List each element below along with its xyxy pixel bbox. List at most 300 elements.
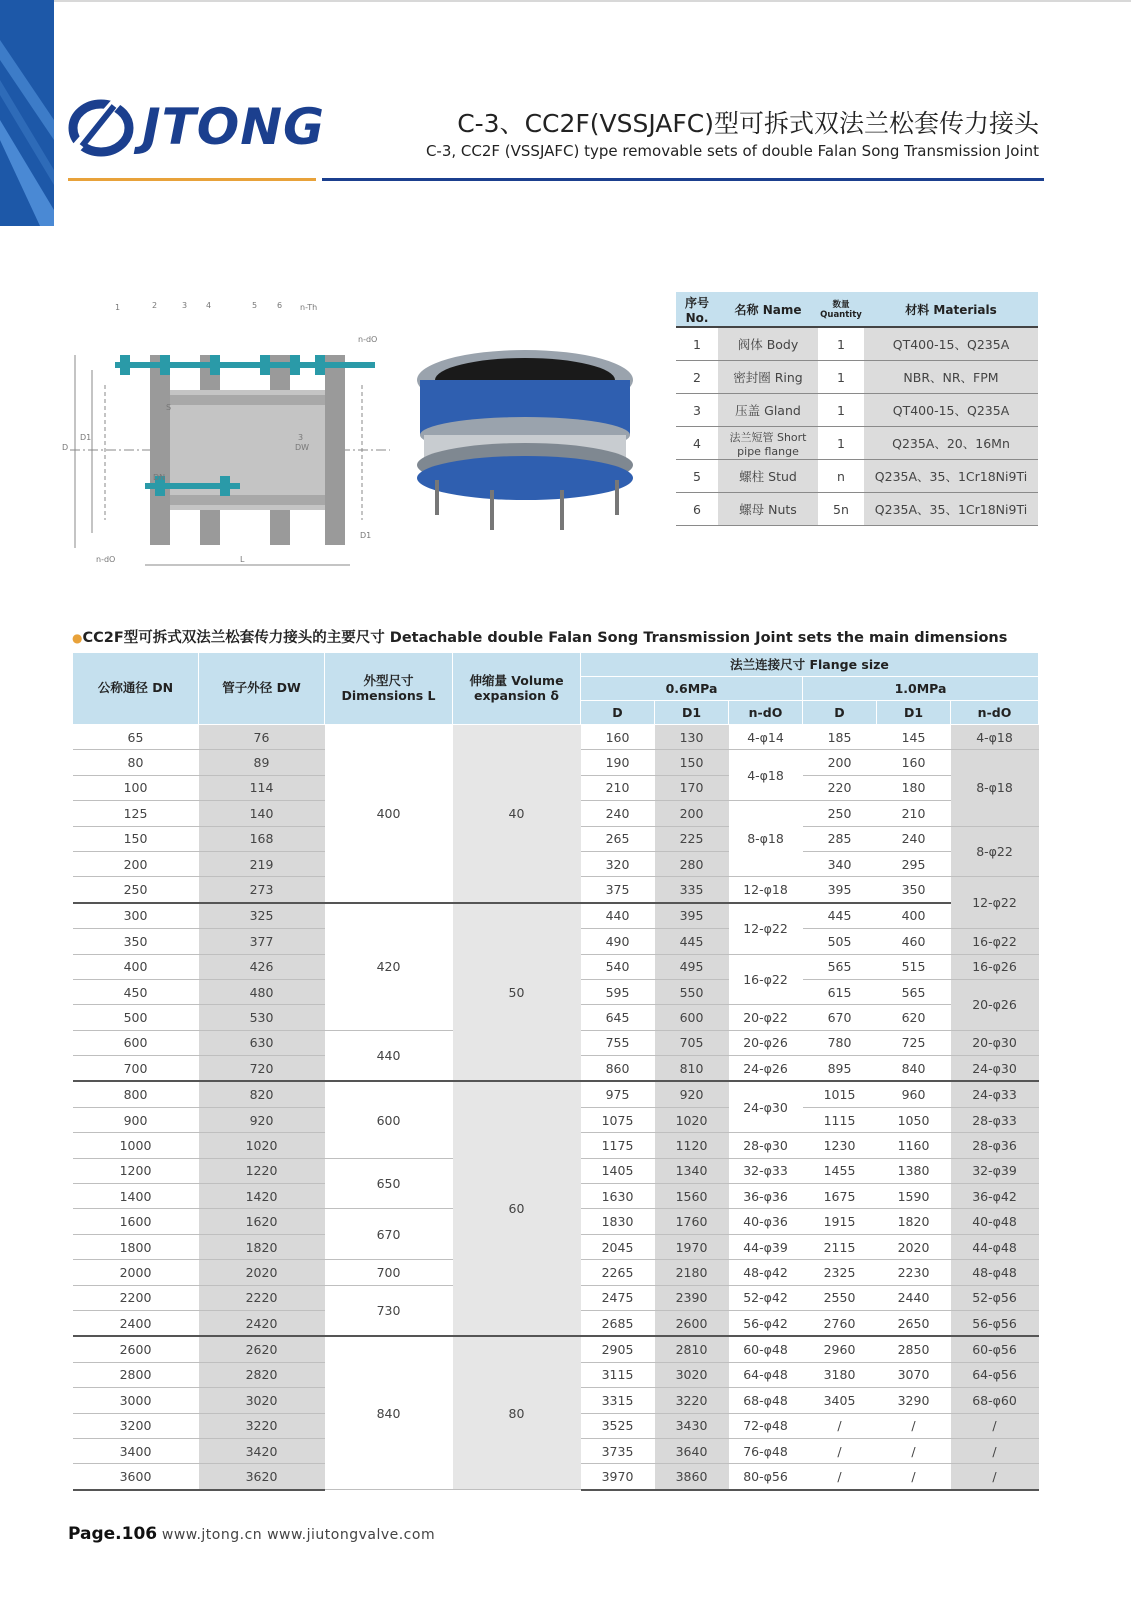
cell-p10-d1: 145 — [877, 725, 951, 750]
cell-p10-d: 1230 — [803, 1133, 877, 1158]
dim-label-dw: DW — [295, 443, 310, 452]
cell-p06-ndo: 32-φ33 — [729, 1158, 803, 1183]
cell-p10-d1: 1380 — [877, 1158, 951, 1183]
cell-p06-d: 3315 — [581, 1388, 655, 1413]
cell-p10-d1: 160 — [877, 750, 951, 775]
cell-p06-d1: 1760 — [655, 1209, 729, 1234]
cell-p10-d: 3180 — [803, 1362, 877, 1387]
cell-p06-d: 595 — [581, 979, 655, 1004]
cell-p06-ndo: 20-φ22 — [729, 1005, 803, 1030]
materials-row — [676, 427, 1038, 460]
materials-cell-no: 1 — [676, 327, 718, 361]
cell-p06-d: 860 — [581, 1056, 655, 1082]
cell-p06-ndo: 12-φ18 — [729, 877, 803, 903]
cell-dn: 2600 — [73, 1336, 199, 1362]
materials-cell-mat: QT400-15、Q235A — [864, 327, 1038, 361]
callout-1: 1 — [115, 303, 121, 312]
bullet-icon: ● — [72, 631, 83, 645]
cell-p10-d1: 515 — [877, 954, 951, 979]
cell-p06-ndo: 72-φ48 — [729, 1413, 803, 1438]
cell-p06-d: 375 — [581, 877, 655, 903]
cell-p10-d: / — [803, 1464, 877, 1490]
cell-expansion: 40 — [453, 725, 581, 903]
col-header-dw: 管子外径 DW — [199, 653, 325, 725]
cell-dn: 65 — [73, 725, 199, 750]
cell-p10-ndo: 4-φ18 — [951, 725, 1039, 750]
col-header-p10-d: D — [803, 701, 877, 725]
dim-label-s: S — [166, 403, 172, 412]
cell-dw: 1620 — [199, 1209, 325, 1234]
cell-p10-d: 395 — [803, 877, 877, 903]
cell-dn: 1800 — [73, 1234, 199, 1259]
cell-dn: 3600 — [73, 1464, 199, 1490]
cell-p10-ndo: 8-φ18 — [951, 750, 1039, 826]
cell-p06-ndo: 16-φ22 — [729, 954, 803, 1005]
cell-p06-d: 1175 — [581, 1133, 655, 1158]
cell-p06-d: 190 — [581, 750, 655, 775]
cell-p06-d1: 2180 — [655, 1260, 729, 1285]
cell-dn: 400 — [73, 954, 199, 979]
cell-p06-d1: 550 — [655, 979, 729, 1004]
cell-p06-d1: 335 — [655, 877, 729, 903]
cell-p10-ndo: 20-φ30 — [951, 1030, 1039, 1055]
col-header-materials: 材料 Materials — [864, 292, 1038, 327]
cell-p10-ndo: 48-φ48 — [951, 1260, 1039, 1285]
cell-p06-d: 2905 — [581, 1336, 655, 1362]
cell-p06-ndo: 64-φ48 — [729, 1362, 803, 1387]
dims-header-row-1 — [73, 653, 1039, 677]
cell-p06-d1: 2600 — [655, 1310, 729, 1336]
cell-dw: 3020 — [199, 1388, 325, 1413]
cell-p06-d1: 1120 — [655, 1133, 729, 1158]
cell-p06-d: 440 — [581, 903, 655, 929]
cell-p10-d: 1015 — [803, 1081, 877, 1107]
cell-p06-d: 1630 — [581, 1184, 655, 1209]
cell-p10-d: 895 — [803, 1056, 877, 1082]
cell-l: 600 — [325, 1081, 453, 1158]
brand-logo — [68, 92, 325, 162]
table-row — [73, 725, 1039, 750]
cell-dw: 720 — [199, 1056, 325, 1082]
col-header-l: 外型尺寸 Dimensions L — [325, 653, 453, 725]
cell-p10-ndo: 32-φ39 — [951, 1158, 1039, 1183]
cell-l: 420 — [325, 903, 453, 1030]
cell-p10-d1: 725 — [877, 1030, 951, 1055]
cell-p06-d1: 3220 — [655, 1388, 729, 1413]
cell-p06-d1: 130 — [655, 725, 729, 750]
cell-p10-ndo: 20-φ26 — [951, 979, 1039, 1030]
cell-p10-d1: 840 — [877, 1056, 951, 1082]
materials-cell-mat: Q235A、35、1Cr18Ni9Ti — [864, 460, 1038, 493]
col-header-p10: 1.0MPa — [803, 677, 1039, 701]
cell-p10-d: 2325 — [803, 1260, 877, 1285]
cell-p06-ndo: 68-φ48 — [729, 1388, 803, 1413]
cell-p06-d: 3115 — [581, 1362, 655, 1387]
materials-header-row — [676, 292, 1038, 327]
cell-p06-ndo: 24-φ26 — [729, 1056, 803, 1082]
materials-cell-name: 密封圈 Ring — [718, 361, 818, 394]
cell-p06-d: 3525 — [581, 1413, 655, 1438]
cell-p06-d: 2685 — [581, 1310, 655, 1336]
cell-p10-d1: 2230 — [877, 1260, 951, 1285]
cell-p10-ndo: 68-φ60 — [951, 1388, 1039, 1413]
cell-p06-d: 210 — [581, 775, 655, 800]
dim-label-d1-flange: D1 — [360, 531, 372, 540]
col-header-p06-ndo: n-dO — [729, 701, 803, 725]
callout-5: 5 — [252, 301, 258, 310]
materials-cell-qty: 1 — [818, 361, 864, 394]
cell-p06-ndo: 8-φ18 — [729, 801, 803, 877]
cell-p06-d: 3970 — [581, 1464, 655, 1490]
cell-dw: 219 — [199, 851, 325, 876]
website-links[interactable]: www.jtong.cn www.jiutongvalve.com — [161, 1527, 436, 1543]
cell-dn: 450 — [73, 979, 199, 1004]
cell-p06-ndo: 12-φ22 — [729, 903, 803, 954]
cell-p06-ndo: 4-φ18 — [729, 750, 803, 801]
col-header-p10-ndo: n-dO — [951, 701, 1039, 725]
col-header-p06: 0.6MPa — [581, 677, 803, 701]
cell-p10-d: 1915 — [803, 1209, 877, 1234]
cell-p10-d: 1115 — [803, 1107, 877, 1132]
cell-p10-ndo: 28-φ36 — [951, 1133, 1039, 1158]
cell-expansion: 50 — [453, 903, 581, 1082]
cell-dw: 480 — [199, 979, 325, 1004]
cell-p06-d: 645 — [581, 1005, 655, 1030]
cell-p10-ndo: / — [951, 1413, 1039, 1438]
cell-p10-d1: 1820 — [877, 1209, 951, 1234]
col-header-p06-d1: D1 — [655, 701, 729, 725]
top-border — [54, 0, 1131, 2]
cell-p06-ndo: 44-φ39 — [729, 1234, 803, 1259]
materials-row — [676, 394, 1038, 427]
cell-dn: 80 — [73, 750, 199, 775]
cell-dw: 1220 — [199, 1158, 325, 1183]
cell-p06-d1: 150 — [655, 750, 729, 775]
cell-p10-d1: 3290 — [877, 1388, 951, 1413]
cell-p06-d1: 3430 — [655, 1413, 729, 1438]
cell-p06-ndo: 52-φ42 — [729, 1285, 803, 1310]
cell-p10-d1: 565 — [877, 979, 951, 1004]
materials-cell-mat: Q235A、35、1Cr18Ni9Ti — [864, 493, 1038, 526]
materials-table — [676, 292, 1038, 526]
cell-dw: 530 — [199, 1005, 325, 1030]
cell-p10-d1: 460 — [877, 929, 951, 954]
materials-row — [676, 493, 1038, 526]
cell-dw: 273 — [199, 877, 325, 903]
cell-dw: 114 — [199, 775, 325, 800]
cell-p10-ndo: 64-φ56 — [951, 1362, 1039, 1387]
cell-p06-d1: 1560 — [655, 1184, 729, 1209]
cell-dn: 2200 — [73, 1285, 199, 1310]
cell-p10-ndo: 36-φ42 — [951, 1184, 1039, 1209]
cell-p10-d1: 2440 — [877, 1285, 951, 1310]
materials-cell-name: 阀体 Body — [718, 327, 818, 361]
cell-dw: 2420 — [199, 1310, 325, 1336]
cell-expansion: 60 — [453, 1081, 581, 1336]
cell-dn: 800 — [73, 1081, 199, 1107]
cell-p06-d1: 1340 — [655, 1158, 729, 1183]
cell-p10-d1: 3070 — [877, 1362, 951, 1387]
cell-dw: 377 — [199, 929, 325, 954]
cell-p10-d1: 960 — [877, 1081, 951, 1107]
cell-dw: 630 — [199, 1030, 325, 1055]
product-photo — [410, 340, 650, 540]
cell-l: 440 — [325, 1030, 453, 1081]
cell-p10-d: / — [803, 1438, 877, 1463]
cell-dn: 1400 — [73, 1184, 199, 1209]
materials-body — [676, 327, 1038, 526]
cell-p10-d: 2760 — [803, 1310, 877, 1336]
page-number: Page.106 — [68, 1524, 158, 1544]
callout-n-do-bottom: n-dO — [96, 555, 116, 564]
cell-p10-d1: / — [877, 1438, 951, 1463]
cell-p10-ndo: 60-φ56 — [951, 1336, 1039, 1362]
cell-p10-d: 1675 — [803, 1184, 877, 1209]
cell-dn: 2400 — [73, 1310, 199, 1336]
cell-p06-d: 265 — [581, 826, 655, 851]
materials-cell-no: 4 — [676, 427, 718, 460]
cell-dn: 100 — [73, 775, 199, 800]
cell-p10-d: 200 — [803, 750, 877, 775]
callout-n-th: n-Th — [300, 303, 318, 312]
cell-p06-ndo: 28-φ30 — [729, 1133, 803, 1158]
cell-dn: 150 — [73, 826, 199, 851]
cell-p10-d: 565 — [803, 954, 877, 979]
cell-dn: 3400 — [73, 1438, 199, 1463]
dim-label-d: D — [62, 443, 69, 452]
cell-p10-d1: / — [877, 1413, 951, 1438]
cell-p10-ndo: 28-φ33 — [951, 1107, 1039, 1132]
cell-dw: 426 — [199, 954, 325, 979]
cell-p06-d1: 810 — [655, 1056, 729, 1082]
cell-p06-ndo: 4-φ14 — [729, 725, 803, 750]
cell-p10-d1: / — [877, 1464, 951, 1490]
cell-l: 730 — [325, 1285, 453, 1336]
cell-p06-d: 1075 — [581, 1107, 655, 1132]
cell-p06-ndo: 40-φ36 — [729, 1209, 803, 1234]
materials-cell-mat: QT400-15、Q235A — [864, 394, 1038, 427]
cell-p10-d: 1455 — [803, 1158, 877, 1183]
cell-expansion: 80 — [453, 1336, 581, 1489]
materials-cell-name: 法兰短管 Short pipe flange — [718, 427, 818, 460]
corner-decoration — [0, 0, 54, 226]
logo-underline — [68, 178, 316, 181]
cell-p10-d1: 1160 — [877, 1133, 951, 1158]
materials-cell-mat: Q235A、20、16Mn — [864, 427, 1038, 460]
cell-dn: 3200 — [73, 1413, 199, 1438]
cell-dn: 3000 — [73, 1388, 199, 1413]
cell-p06-d1: 225 — [655, 826, 729, 851]
section-title-text: CC2F型可拆式双法兰松套传力接头的主要尺寸 Detachable double Falan Song Transmission Joint sets the main dimensions — [82, 630, 1008, 646]
cell-p10-ndo: 24-φ33 — [951, 1081, 1039, 1107]
cell-p06-d1: 2390 — [655, 1285, 729, 1310]
cell-p10-ndo: 8-φ22 — [951, 826, 1039, 877]
cell-l: 700 — [325, 1260, 453, 1285]
cell-dw: 89 — [199, 750, 325, 775]
cell-p10-d1: 240 — [877, 826, 951, 851]
cell-p06-ndo: 60-φ48 — [729, 1336, 803, 1362]
cell-p10-d1: 210 — [877, 801, 951, 826]
col-header-p06-d: D — [581, 701, 655, 725]
cell-l: 650 — [325, 1158, 453, 1209]
cell-dw: 325 — [199, 903, 325, 929]
cell-dw: 2820 — [199, 1362, 325, 1387]
cell-p06-d1: 3020 — [655, 1362, 729, 1387]
cell-l: 840 — [325, 1336, 453, 1489]
cell-dw: 1020 — [199, 1133, 325, 1158]
cell-p06-d1: 495 — [655, 954, 729, 979]
cell-p10-d: 2550 — [803, 1285, 877, 1310]
cell-p10-d: 285 — [803, 826, 877, 851]
cell-p06-d: 2045 — [581, 1234, 655, 1259]
callout-3: 3 — [182, 301, 188, 310]
cell-p10-d: 220 — [803, 775, 877, 800]
page-title-cn: C-3、CC2F(VSSJAFC)型可拆式双法兰松套传力接头 — [457, 109, 1039, 138]
cell-p06-d1: 1970 — [655, 1234, 729, 1259]
cell-dw: 76 — [199, 725, 325, 750]
callout-6: 6 — [277, 301, 283, 310]
cell-p06-d: 160 — [581, 725, 655, 750]
cell-dn: 1000 — [73, 1133, 199, 1158]
cell-l: 400 — [325, 725, 453, 903]
cell-p06-d: 540 — [581, 954, 655, 979]
cell-p06-d1: 3640 — [655, 1438, 729, 1463]
cell-p06-d: 240 — [581, 801, 655, 826]
table-row — [73, 1336, 1039, 1362]
cell-p06-d: 755 — [581, 1030, 655, 1055]
cell-l: 670 — [325, 1209, 453, 1260]
col-header-no: 序号No. — [676, 292, 718, 327]
cell-p10-d: 185 — [803, 725, 877, 750]
col-header-p10-d1: D1 — [877, 701, 951, 725]
cell-p06-ndo: 36-φ36 — [729, 1184, 803, 1209]
cell-dn: 500 — [73, 1005, 199, 1030]
materials-cell-qty: 1 — [818, 427, 864, 460]
cell-p06-d1: 280 — [655, 851, 729, 876]
col-header-flange: 法兰连接尺寸 Flange size — [581, 653, 1039, 677]
cell-p06-d: 2265 — [581, 1260, 655, 1285]
cell-p10-d1: 180 — [877, 775, 951, 800]
cell-dw: 2220 — [199, 1285, 325, 1310]
cell-dw: 820 — [199, 1081, 325, 1107]
cell-p10-d: 780 — [803, 1030, 877, 1055]
cell-dw: 3220 — [199, 1413, 325, 1438]
col-header-dn: 公称通径 DN — [73, 653, 199, 725]
cell-p06-d1: 705 — [655, 1030, 729, 1055]
cell-dw: 3420 — [199, 1438, 325, 1463]
cell-p10-d1: 2650 — [877, 1310, 951, 1336]
materials-cell-no: 2 — [676, 361, 718, 394]
cell-p10-ndo: / — [951, 1464, 1039, 1490]
callout-4: 4 — [206, 301, 212, 310]
dim-label-3: 3 — [298, 433, 304, 442]
callout-2: 2 — [152, 301, 158, 310]
cell-p10-ndo: / — [951, 1438, 1039, 1463]
cell-dn: 700 — [73, 1056, 199, 1082]
materials-cell-mat: NBR、NR、FPM — [864, 361, 1038, 394]
cell-dw: 3620 — [199, 1464, 325, 1490]
cell-dn: 200 — [73, 851, 199, 876]
materials-cell-qty: n — [818, 460, 864, 493]
cell-dn: 350 — [73, 929, 199, 954]
cell-dw: 1820 — [199, 1234, 325, 1259]
cell-p10-d1: 1590 — [877, 1184, 951, 1209]
cell-p06-d1: 3860 — [655, 1464, 729, 1490]
cell-p06-d: 975 — [581, 1081, 655, 1107]
cell-p10-d1: 350 — [877, 877, 951, 903]
materials-cell-no: 6 — [676, 493, 718, 526]
cell-p10-ndo: 52-φ56 — [951, 1285, 1039, 1310]
materials-cell-name: 压盖 Gland — [718, 394, 818, 427]
col-header-exp: 伸缩量 Volume expansion δ — [453, 653, 581, 725]
dim-label-l: L — [240, 555, 245, 564]
page-title-en: C-3, CC2F (VSSJAFC) type removable sets of double Falan Song Transmission Joint — [425, 142, 1039, 160]
cell-dn: 1200 — [73, 1158, 199, 1183]
cell-p10-d: 615 — [803, 979, 877, 1004]
cell-dn: 250 — [73, 877, 199, 903]
cell-p06-d: 2475 — [581, 1285, 655, 1310]
table-row — [73, 1081, 1039, 1107]
materials-row — [676, 460, 1038, 493]
cell-p10-ndo: 16-φ26 — [951, 954, 1039, 979]
cell-dw: 1420 — [199, 1184, 325, 1209]
materials-cell-no: 5 — [676, 460, 718, 493]
materials-cell-no: 3 — [676, 394, 718, 427]
cell-p06-d: 1830 — [581, 1209, 655, 1234]
cell-dn: 300 — [73, 903, 199, 929]
cell-dn: 2800 — [73, 1362, 199, 1387]
cell-p10-ndo: 24-φ30 — [951, 1056, 1039, 1082]
brand-name: JTONG — [142, 98, 326, 156]
col-header-name: 名称 Name — [718, 292, 818, 327]
cell-dn: 900 — [73, 1107, 199, 1132]
joint-section-diagram — [60, 300, 400, 590]
cell-p10-d: 2115 — [803, 1234, 877, 1259]
cell-p10-d: 505 — [803, 929, 877, 954]
cell-dw: 2620 — [199, 1336, 325, 1362]
cell-p10-d1: 2020 — [877, 1234, 951, 1259]
materials-cell-name: 螺母 Nuts — [718, 493, 818, 526]
materials-row — [676, 327, 1038, 361]
cell-dn: 600 — [73, 1030, 199, 1055]
materials-cell-qty: 1 — [818, 394, 864, 427]
cell-p06-ndo: 56-φ42 — [729, 1310, 803, 1336]
cell-dn: 1600 — [73, 1209, 199, 1234]
title-underline — [322, 178, 1044, 181]
cell-p06-ndo: 24-φ30 — [729, 1081, 803, 1132]
materials-row — [676, 361, 1038, 394]
cell-p10-ndo: 16-φ22 — [951, 929, 1039, 954]
page-footer — [68, 1524, 435, 1544]
cell-p06-d1: 920 — [655, 1081, 729, 1107]
cell-p10-d: 3405 — [803, 1388, 877, 1413]
cell-p10-d1: 400 — [877, 903, 951, 929]
cell-dw: 168 — [199, 826, 325, 851]
dim-label-d1: D1 — [80, 433, 92, 442]
cell-dn: 2000 — [73, 1260, 199, 1285]
logo-mark-icon — [68, 92, 134, 162]
dimensions-table — [72, 652, 1039, 1491]
cell-p10-d1: 2850 — [877, 1336, 951, 1362]
cell-p06-d1: 445 — [655, 929, 729, 954]
cell-dw: 920 — [199, 1107, 325, 1132]
table-row — [73, 903, 1039, 929]
cell-p06-ndo: 20-φ26 — [729, 1030, 803, 1055]
cell-p10-ndo: 12-φ22 — [951, 877, 1039, 929]
callout-n-do-top: n-dO — [358, 335, 378, 344]
cell-p10-d1: 620 — [877, 1005, 951, 1030]
cell-p06-d1: 1020 — [655, 1107, 729, 1132]
